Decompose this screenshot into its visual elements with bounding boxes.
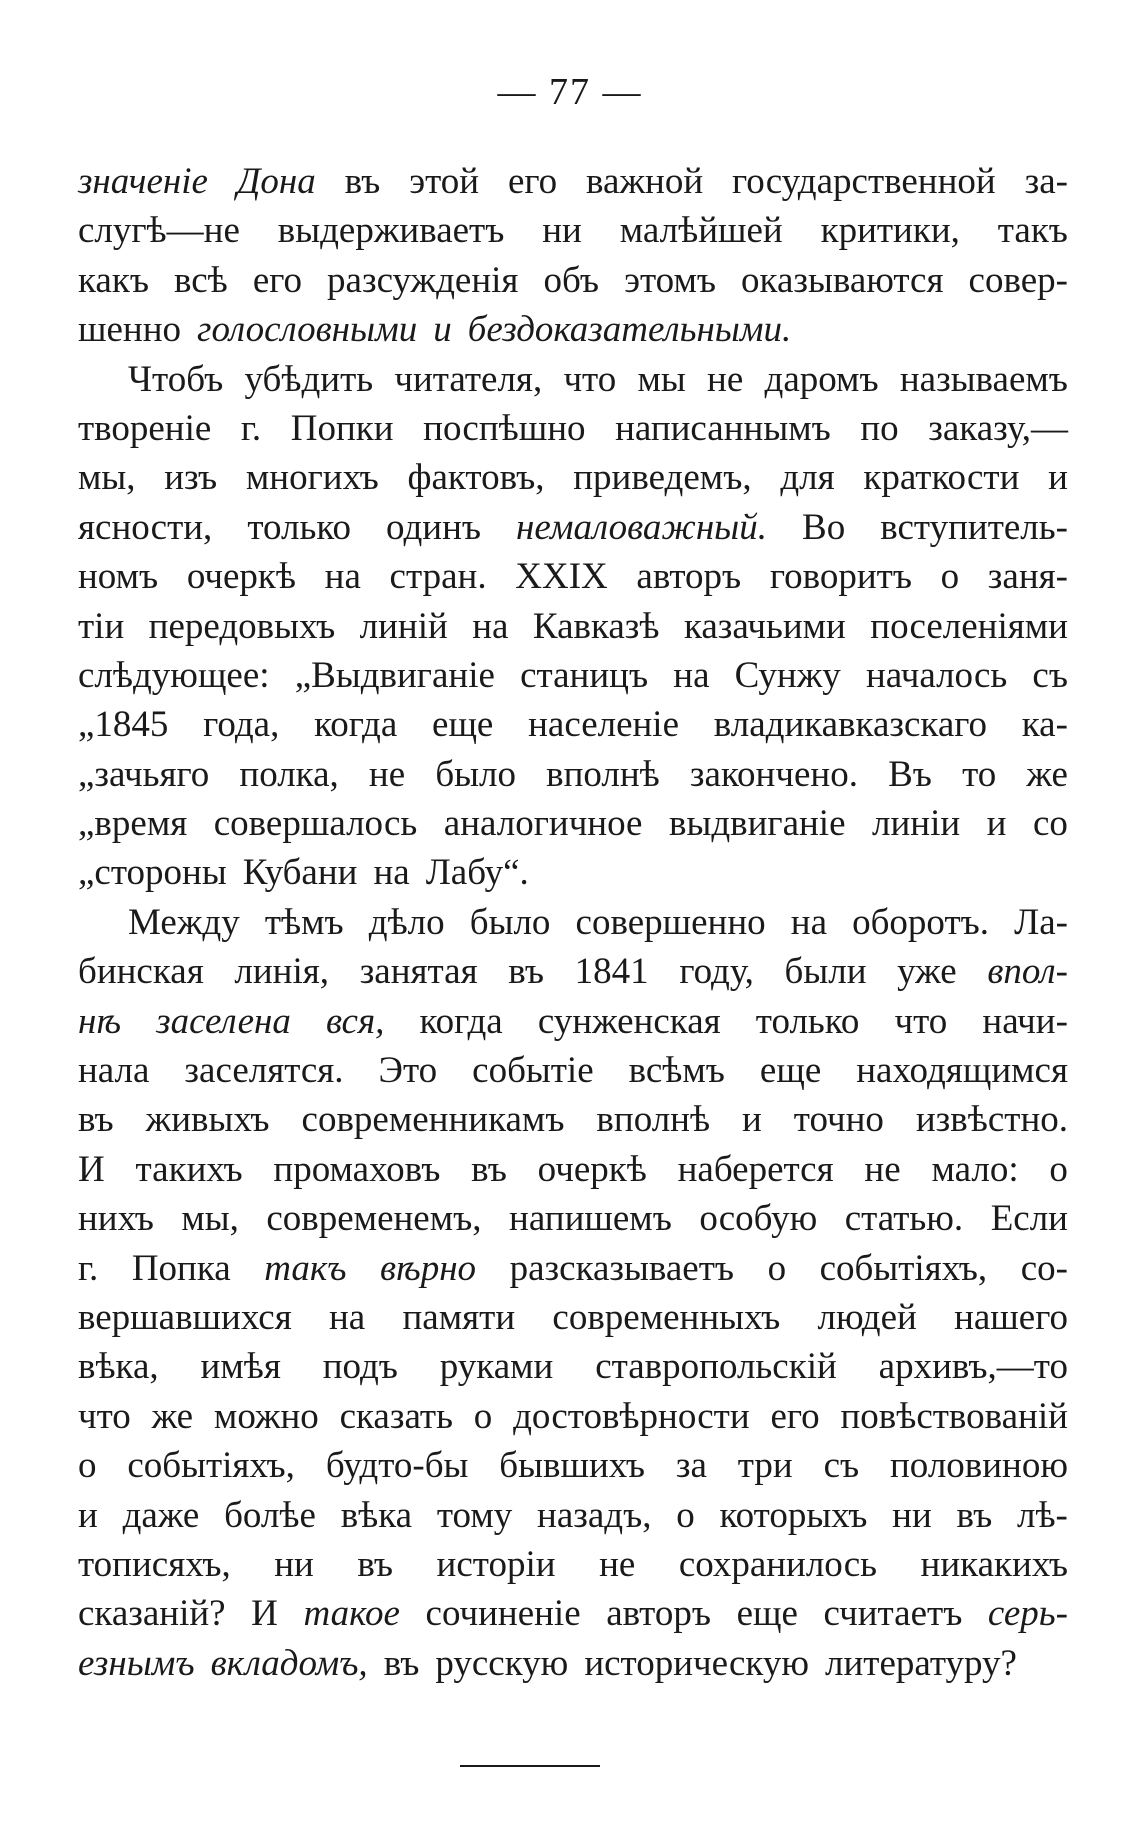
word: Кавказѣ (532, 605, 660, 647)
word: повѣствованій (840, 1395, 1068, 1437)
word: совершалось (213, 803, 418, 845)
word: будто-бы (325, 1445, 469, 1487)
text-line (78, 753, 1068, 802)
closing-rule (460, 1765, 600, 1767)
word: особую (699, 1198, 818, 1240)
word: которыхъ (719, 1494, 868, 1536)
word: когда (314, 704, 398, 746)
word: многихъ (245, 457, 379, 499)
word: въ (383, 1642, 420, 1684)
word: ни (274, 1543, 314, 1585)
word: можно (213, 1395, 319, 1437)
word: даже (122, 1494, 200, 1536)
word: тописяхъ, (78, 1543, 231, 1585)
word: году, (679, 951, 754, 993)
word: со- (1020, 1247, 1068, 1289)
word: краткости (863, 457, 1020, 499)
word: что (78, 1395, 131, 1437)
word: мы, (181, 1198, 239, 1240)
word: статью. (844, 1198, 964, 1240)
word: станицъ (520, 654, 649, 696)
text-line (78, 802, 1068, 851)
word: литературу? (825, 1642, 1017, 1684)
word: лѣ- (1017, 1494, 1068, 1536)
text-line (78, 1247, 1068, 1296)
word: населеніе (528, 704, 680, 746)
word: впол- (987, 951, 1068, 993)
word: нѣ (78, 1000, 122, 1042)
text-line (78, 950, 1068, 999)
word: о (676, 1494, 695, 1536)
word: въ (344, 161, 381, 202)
word: что (563, 358, 617, 400)
text-line (78, 358, 1068, 407)
text-line (78, 605, 1068, 654)
word: езнымъ (78, 1642, 195, 1684)
word: ни (892, 1494, 932, 1536)
word: одинъ (386, 506, 482, 548)
word: современныхъ (552, 1296, 781, 1338)
word: сочиненіе (425, 1593, 581, 1635)
word: изъ (164, 457, 218, 499)
text-line (78, 901, 1068, 950)
word: „стороны (78, 852, 227, 894)
text-line (78, 1049, 1068, 1098)
word: что (894, 1000, 948, 1042)
text-line (78, 851, 1068, 900)
word: владикавказскаго (713, 704, 988, 746)
word: достовѣрности (513, 1395, 750, 1437)
word: написаннымъ (615, 407, 831, 449)
word: говоритъ (769, 556, 912, 598)
word: же (151, 1395, 194, 1437)
text-line (78, 654, 1068, 703)
word: живыхъ (145, 1099, 270, 1141)
text-line (78, 1148, 1068, 1197)
text-line (78, 703, 1068, 752)
word: за (675, 1445, 707, 1487)
word: о (1049, 1148, 1068, 1190)
word: о (767, 1247, 787, 1289)
word: Это (378, 1050, 438, 1092)
word: Если (990, 1198, 1068, 1240)
text-line (78, 1543, 1068, 1592)
word: г. (240, 407, 262, 449)
word: наберется (677, 1148, 834, 1190)
word: началось (865, 654, 1008, 696)
word: на (329, 1296, 366, 1338)
word: выдвиганіе (668, 803, 846, 845)
word: твореніе (78, 407, 212, 449)
word: его (252, 259, 302, 301)
word: три (737, 1445, 793, 1487)
word: вполнѣ (596, 1099, 711, 1141)
word: Въ (888, 753, 932, 795)
word: Попка (131, 1247, 231, 1289)
text-line (78, 407, 1068, 456)
word: 1841 (574, 951, 649, 993)
word: шенно (78, 309, 182, 351)
word: фактовъ, (407, 457, 545, 499)
word: когда (419, 1000, 503, 1042)
word: закончено. (689, 753, 858, 795)
word: не (599, 1543, 636, 1585)
word: въ (956, 1494, 993, 1536)
word: авторъ (636, 556, 742, 598)
word: точно (793, 1099, 884, 1141)
word: извѣстно. (915, 1099, 1068, 1141)
text-line (78, 1098, 1068, 1147)
word: Сунжу (734, 654, 841, 696)
word: сунженская (537, 1000, 721, 1042)
word: только (755, 1000, 860, 1042)
word: съ (823, 1445, 860, 1487)
word: находящимся (856, 1050, 1068, 1092)
word: поспѣшно (423, 407, 586, 449)
word: вполнѣ (546, 753, 660, 795)
word: авторъ (606, 1593, 711, 1635)
word: ставропольскій (595, 1346, 837, 1388)
word: вкладомъ, (210, 1642, 368, 1684)
word: Между (128, 901, 240, 943)
word: года, (203, 704, 280, 746)
word: русскую (435, 1642, 569, 1684)
text-line (78, 1395, 1068, 1444)
word: со (1032, 803, 1068, 845)
word: вѣрно (379, 1247, 477, 1289)
word: линій (359, 605, 448, 647)
word: передовыхъ (148, 605, 336, 647)
word: „время (78, 803, 188, 845)
word: о (940, 556, 960, 598)
word: очеркѣ (186, 556, 296, 598)
word: линіи (872, 803, 961, 845)
word: этомъ (624, 259, 716, 301)
word: нашего (954, 1296, 1068, 1338)
word: половиною (890, 1445, 1068, 1487)
word: было (469, 901, 551, 943)
text-line (78, 555, 1068, 604)
word: имѣя (200, 1346, 281, 1388)
word: и (78, 1494, 98, 1536)
word: всѣмъ (628, 1050, 725, 1092)
word: мало: (931, 1148, 1019, 1190)
word: малѣйшей (619, 210, 783, 252)
word: сохранилось (678, 1543, 878, 1585)
word: этой (409, 161, 480, 202)
text-line (78, 1296, 1068, 1345)
word: оказываются (741, 259, 944, 301)
word: „зачьяго (78, 753, 210, 795)
word: ни (542, 210, 582, 252)
word: бездоказательными. (467, 309, 792, 351)
body-text (78, 160, 1068, 1691)
word: серь- (987, 1593, 1068, 1635)
word: болѣе (224, 1494, 316, 1536)
word: никакихъ (920, 1543, 1068, 1585)
text-line (78, 1444, 1068, 1493)
word: объ (543, 259, 600, 301)
word: государственной (732, 161, 996, 202)
word: не (368, 753, 406, 795)
word: заселена (156, 1000, 291, 1042)
word: было (435, 753, 516, 795)
word: разсказываетъ (509, 1247, 735, 1289)
text-line (78, 209, 1068, 258)
text-line (78, 1592, 1068, 1641)
word: И (251, 1593, 278, 1635)
word: убѣдить (244, 358, 374, 400)
word: людей (817, 1296, 917, 1338)
word: въ (357, 1543, 394, 1585)
word: такихъ (135, 1148, 243, 1190)
word: въ (78, 1099, 114, 1141)
word: историческую (584, 1642, 810, 1684)
word: не (707, 358, 744, 400)
text-line (78, 1494, 1068, 1543)
word: подъ (322, 1346, 398, 1388)
word: Дона (236, 161, 316, 202)
word: о (78, 1445, 97, 1487)
word: напишемъ (509, 1198, 672, 1240)
word: ясности, (78, 506, 213, 548)
word: XXIX (515, 556, 608, 598)
word: заселятся. (184, 1050, 344, 1092)
word: вершавшихся (78, 1296, 292, 1338)
word: называемъ (899, 358, 1068, 400)
word: слѣдующее: (78, 654, 270, 696)
word: назадъ, (537, 1494, 652, 1536)
word: такъ (264, 1247, 347, 1289)
word: событіе (472, 1050, 594, 1092)
word: такое (303, 1593, 400, 1635)
word: на (790, 901, 827, 943)
word: немаловажный. (516, 506, 767, 548)
word: „1845 (78, 704, 169, 746)
word: Во (802, 506, 846, 548)
word: промаховъ (273, 1148, 441, 1190)
word: были (784, 951, 867, 993)
word: мы, (78, 457, 136, 499)
text-line (78, 308, 1068, 357)
word: номъ (78, 556, 159, 598)
word: читателя, (394, 358, 543, 400)
word: „Выдвиганіе (294, 654, 495, 696)
text-line (78, 259, 1068, 308)
word: значеніе (78, 161, 208, 202)
word: какъ (78, 259, 149, 301)
word: на (324, 556, 361, 598)
word: голословными (197, 309, 418, 351)
word: заказу,— (928, 407, 1068, 449)
text-line (78, 1345, 1068, 1394)
word: тѣмъ (264, 901, 344, 943)
word: за- (1024, 161, 1068, 202)
word: слугѣ—не (78, 210, 240, 252)
word: начи- (982, 1000, 1068, 1042)
word: тому (436, 1494, 513, 1536)
word: вступитель- (880, 506, 1068, 548)
word: Ла- (1014, 901, 1068, 943)
word: ка- (1021, 704, 1068, 746)
word: совер- (968, 259, 1068, 301)
word: важной (586, 161, 704, 202)
word: совершенно (575, 901, 766, 943)
word: Попки (290, 407, 394, 449)
word: полка, (239, 753, 339, 795)
word: казачьими (683, 605, 846, 647)
word: И (78, 1148, 105, 1190)
word: по (860, 407, 899, 449)
word: уже (897, 951, 957, 993)
word: современемъ, (266, 1198, 482, 1240)
word: въ (508, 951, 544, 993)
word: стран. (389, 556, 487, 598)
word: тіи (78, 605, 125, 647)
word: въ (471, 1148, 507, 1190)
word: нихъ (78, 1198, 154, 1240)
word: Кубани (242, 852, 358, 894)
word: поселеніями (870, 605, 1068, 647)
word: критики, (820, 210, 960, 252)
word: считаетъ (823, 1593, 963, 1635)
word: занятая (359, 951, 478, 993)
word: нала (78, 1050, 150, 1092)
word: и (986, 803, 1007, 845)
word: всѣ (174, 259, 228, 301)
word: современникамъ (301, 1099, 565, 1141)
word: и (433, 309, 452, 351)
text-line (78, 1642, 1068, 1691)
word: вѣка (340, 1494, 413, 1536)
word: заня- (987, 556, 1068, 598)
word: Чтобъ (128, 358, 224, 400)
word: исторіи (436, 1543, 556, 1585)
word: еще (736, 1593, 798, 1635)
word: Лабу“. (425, 852, 529, 894)
word: выдерживаетъ (277, 210, 505, 252)
word: оборотъ. (852, 901, 989, 943)
word: не (864, 1148, 901, 1190)
word: его (507, 161, 558, 202)
text-line (78, 160, 1068, 209)
text-line (78, 1197, 1068, 1246)
word: руками (439, 1346, 554, 1388)
page-number: — 77 — (497, 71, 643, 113)
word: о (473, 1395, 493, 1437)
word: разсужденія (327, 259, 519, 301)
word: даромъ (764, 358, 879, 400)
word: линія, (234, 951, 330, 993)
word: бывшихъ (499, 1445, 645, 1487)
word: на (472, 605, 509, 647)
word: еще (432, 704, 494, 746)
text-line (78, 456, 1068, 505)
word: его (770, 1395, 820, 1437)
word: съ (1032, 654, 1068, 696)
word: г. (78, 1247, 99, 1289)
word: сказать (339, 1395, 453, 1437)
word: вся, (325, 1000, 385, 1042)
word: для (780, 457, 835, 499)
word: аналогичное (443, 803, 643, 845)
word: памяти (402, 1296, 516, 1338)
word: мы (637, 358, 686, 400)
word: такъ (997, 210, 1068, 252)
word: событіяхъ, (819, 1247, 988, 1289)
word: сказаній? (78, 1593, 226, 1635)
word: только (247, 506, 351, 548)
word: и (1048, 457, 1068, 499)
word: архивъ,—то (878, 1346, 1068, 1388)
text-line (78, 1000, 1068, 1049)
word: же (1026, 753, 1068, 795)
word: еще (759, 1050, 822, 1092)
word: дѣло (368, 901, 445, 943)
text-line (78, 506, 1068, 555)
word: событіяхъ, (127, 1445, 295, 1487)
word: приведемъ, (573, 457, 752, 499)
word: вѣка, (78, 1346, 159, 1388)
word: на (673, 654, 710, 696)
word: то (962, 753, 997, 795)
word: на (373, 852, 410, 894)
word: бинская (78, 951, 204, 993)
word: и (742, 1099, 762, 1141)
word: очеркѣ (537, 1148, 647, 1190)
